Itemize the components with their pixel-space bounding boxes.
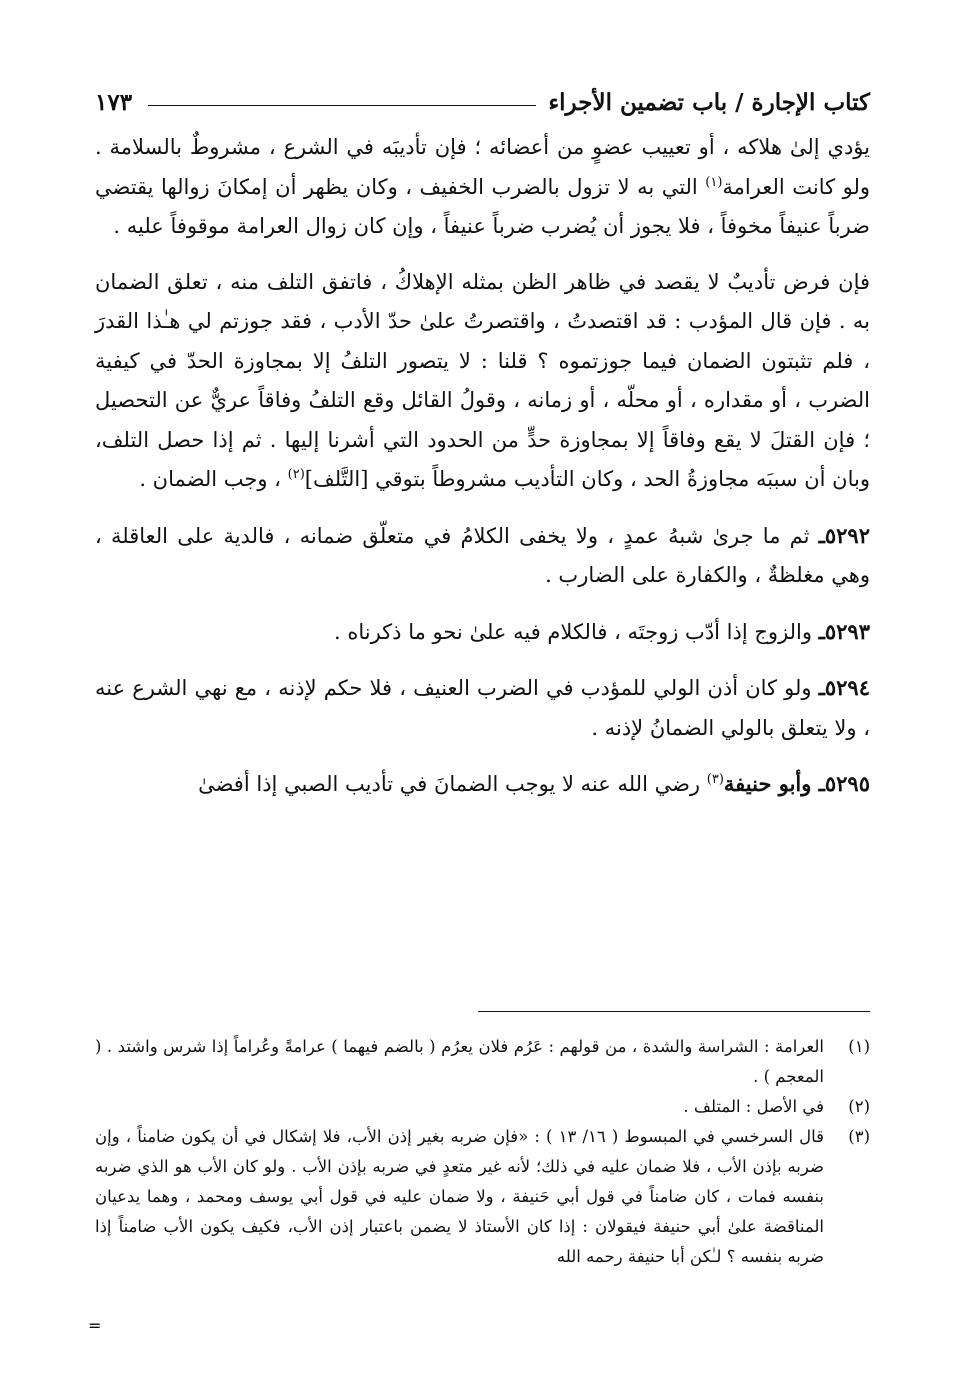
numbered-paragraph: [95, 612, 870, 653]
footnote: [95, 1032, 870, 1092]
paragraph-number: ٥٢٩٣ـ: [818, 618, 870, 644]
footnote-ref: (٣): [706, 772, 724, 787]
header-title: كتاب الإجارة / باب تضمين الأجراء: [548, 88, 870, 116]
footnote: [95, 1092, 870, 1122]
paragraph-text: ثم ما جرىٰ شبهُ عمدٍ ، ولا يخفى الكلامُ في متعلّق ضمانه ، فالدية على العاقلة ، وهي مغلظةٌ ، والكفارة على الضارب .: [95, 523, 870, 587]
paragraph-number: ٥٢٩٢ـ: [818, 522, 870, 548]
paragraph-text: ، وجب الضمان .: [139, 467, 288, 491]
numbered-paragraph: [95, 764, 870, 805]
footnote-number: (٣): [848, 1127, 870, 1146]
page-number: ١٧٣: [95, 88, 133, 116]
numbered-paragraph: [95, 668, 870, 748]
paragraph-text: يؤدي إلىٰ هلاكه ، أو تعييب عضوٍ من أعضائه ؛ فإن تأديبَه في الشرع ، مشروطٌ بالسلامة . ولو كانت العرامة: [95, 135, 870, 199]
paragraph-text: التي به لا تزول بالضرب الخفيف ، وكان يظهر أن إمكانَ زوالها يقتضي ضرباً عنيفاً مخوفاً ، فلا يجوز أن يُضرب ضرباً عنيفاً ، وإن كان زوال العرامة موقوفاً عليه .: [95, 174, 870, 238]
footnote-number: (٢): [848, 1097, 870, 1116]
footnote-divider: [478, 1011, 870, 1012]
paragraph: [95, 128, 870, 247]
footnote-number: (١): [848, 1037, 870, 1056]
footnote-text: في الأصل : المتلف .: [683, 1097, 824, 1116]
paragraph-text: والزوج إذا أدّب زوجتَه ، فالكلام فيه علىٰ نحو ما ذكرناه .: [334, 619, 819, 644]
page-marker: =: [88, 1316, 102, 1335]
main-text: [95, 128, 870, 821]
paragraph-text: رضي الله عنه لا يوجب الضمانَ في تأديب الصبي إذا أفضىٰ: [198, 772, 707, 796]
paragraph: [95, 263, 870, 500]
paragraph-text: فإن فرض تأديبٌ لا يقصد في ظاهر الظن بمثله الإهلاكُ ، فاتفق التلف منه ، تعلق الضمان به . فإن قال المؤدب : قد اقتصدتُ ، واقتصرتُ علىٰ حدّ الأدب ، فقد جوزتم لي هـٰذا القدرَ ، فلم تثبتون الضمان فيما جوزتموه ؟ قلنا : لا يتصور التلفُ إلا بمجاوزة الحدّ في كيفية الضرب ، أو مقداره ، أو محلّه ، أو زمانه ، وقولُ القائل وقع التلفُ وفاقاً عريٌّ عن التحصيل ؛ فإن القتلَ لا يقع وفاقاً إلا بمجاوزة حدٍّ من الحدود التي أشرنا إليها . ثم إذا حصل التلف، وبان أن سببَه مجاوزةُ الحد ، وكان التأديب مشروطاً بتوقي [التَّلف]: [95, 269, 870, 491]
footnotes: [95, 1032, 870, 1272]
running-header: [95, 80, 870, 124]
paragraph-number: ٥٢٩٤ـ: [818, 675, 870, 700]
footnote-ref: (١): [705, 174, 723, 190]
paragraph-text: ولو كان أذن الولي للمؤدب في الضرب العنيف ، فلا حكم لإذنه ، مع نهي الشرع عنه ، ولا يتعلق بالولي الضمانُ لإذنه .: [95, 676, 870, 740]
footnote-text: العرامة : الشراسة والشدة ، من قولهم : عَرُم فلان يعرُم ( بالضم فيهما ) عرامةً وعُراماً إذا شرس واشتد . ( المعجم ) .: [95, 1037, 824, 1086]
footnote: [95, 1122, 870, 1272]
paragraph-text: وأبو حنيفة: [723, 771, 819, 796]
footnote-ref: (٢): [287, 467, 305, 482]
numbered-paragraph: [95, 516, 870, 596]
footnote-text: قال السرخسي في المبسوط ( ١٦/ ١٣ ) : «فإن ضربه بغير إذن الأب، فلا إشكال في أن يكون ضامناً ، وإن ضربه بإذن الأب ، فلا ضمان عليه في ذلك؛ لأنه غير متعدٍ في ضربه بإذن الأب . ولو كان الأب هو الذي ضربه بنفسه فمات ، كان ضامناً في قول أبي حَنيفة ، ولا ضمان عليه في قول أبي يوسف ومحمد ، وهما يدعيان المناقضة علىٰ أبي حنيفة فيقولان : إذا كان الأستاذ لا يضمن باعتبار إذن الأب، فكيف يكون الأب ضامناً إذا ضربه بنفسه ؟ لـٰكن أبا حنيفة رحمه الله: [95, 1127, 824, 1266]
paragraph-number: ٥٢٩٥ـ: [818, 771, 870, 796]
header-rule: [148, 105, 536, 106]
